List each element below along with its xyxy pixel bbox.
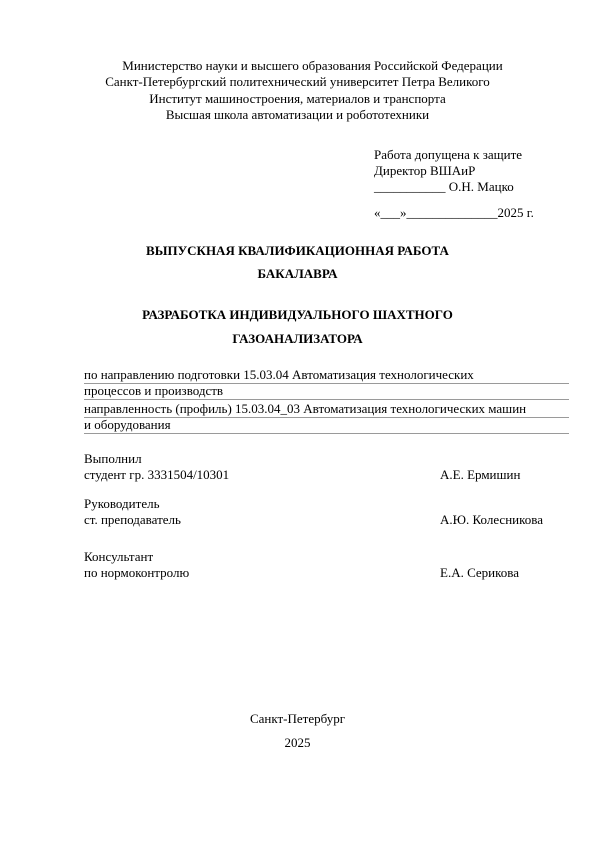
consultant-name: Е.А. Серикова xyxy=(440,565,520,580)
signature-line: ___________ О.Н. Мацко xyxy=(374,179,514,194)
direction-line-1: по направлению подготовки 15.03.04 Автоматизация технологических xyxy=(84,367,474,382)
supervisor-name: А.Ю. Колесникова xyxy=(440,512,544,527)
direction-underline-2 xyxy=(84,399,569,400)
university-line: Санкт-Петербургский политехнический университет Петра Великого xyxy=(105,74,490,89)
city: Санкт-Петербург xyxy=(249,711,346,726)
profile-underline-2 xyxy=(84,433,569,434)
ministry-line: Министерство науки и высшего образования Российской Федерации xyxy=(122,58,503,73)
topic-line-1: РАЗРАБОТКА ИНДИВИДУАЛЬНОГО ШАХТНОГО xyxy=(142,307,453,322)
director-line: Директор ВШАиР xyxy=(374,163,476,178)
performer-role: Выполнил xyxy=(84,451,142,466)
consultant-role: Консультант xyxy=(84,549,154,564)
year: 2025 xyxy=(284,735,311,750)
supervisor-position: ст. преподаватель xyxy=(84,512,181,527)
consultant-position: по нормоконтролю xyxy=(84,565,190,580)
date-line: «___»______________2025 г. xyxy=(374,205,534,220)
work-type-line-2: БАКАЛАВРА xyxy=(257,266,338,281)
supervisor-role: Руководитель xyxy=(84,496,160,511)
work-type-line-1: ВЫПУСКНАЯ КВАЛИФИКАЦИОННАЯ РАБОТА xyxy=(146,243,449,258)
school-line: Высшая школа автоматизации и робототехники xyxy=(165,107,430,122)
performer-position: студент гр. 3331504/10301 xyxy=(84,467,230,482)
direction-line-2: процессов и производств xyxy=(84,383,224,398)
profile-line-2: и оборудования xyxy=(84,417,171,432)
institute-line: Институт машиностроения, материалов и транспорта xyxy=(149,91,446,106)
approval-line: Работа допущена к защите xyxy=(374,147,523,162)
performer-name: А.Е. Ермишин xyxy=(440,467,521,482)
profile-line-1: направленность (профиль) 15.03.04_03 Автоматизация технологических машин xyxy=(84,401,527,416)
topic-line-2: ГАЗОАНАЛИЗАТОРА xyxy=(232,331,363,346)
